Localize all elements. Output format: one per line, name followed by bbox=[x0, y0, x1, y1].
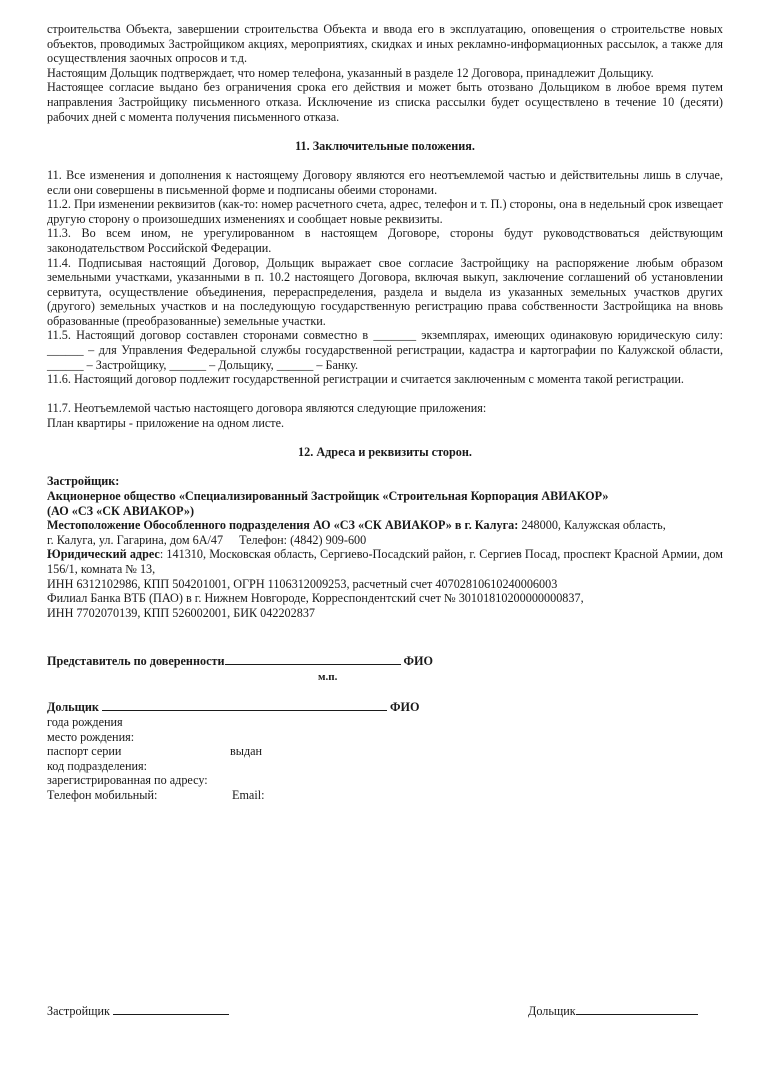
clause-11-7: 11.7. Неотъемлемой частью настоящего договора являются следующие приложения: bbox=[47, 401, 487, 416]
division-code-field: код подразделения: bbox=[47, 758, 147, 773]
intro-paragraph: строительства Объекта, завершении строительства Объекта и ввода его в эксплуатацию, оповещения о строительстве новых объектов, проводимых Застройщиком акциях, мероприятиях, скидках и иных рекламно-информационных рассылок, а также для осуществления заочных опросов и т.д. bbox=[47, 22, 723, 66]
passport-field: паспорт серии bbox=[47, 744, 122, 759]
branch-address: 248000, Калужская область, bbox=[518, 518, 666, 533]
company-name: Акционерное общество «Специализированный Застройщик «Строительная Корпорация АВИАКОР» bbox=[47, 489, 609, 503]
branch-street-line bbox=[47, 533, 723, 548]
clause-11-2: 11.2. При изменении реквизитов (как-то: номер расчетного счета, адрес, телефон и т. П.) стороны, она в недельный срок извещает другую сторону о произошедших изменениях и сообщает новые реквизиты. bbox=[47, 197, 723, 226]
legal-address-label: Юридический адрес bbox=[47, 547, 160, 562]
consent-paragraph: Настоящее согласие выдано без ограничения срока его действия и может быть отозвано Дольщиком в любое время путем направления Застройщику письменного отказа. Исключение из списка рассылки будет осуществлено в течение 10 (десяти) рабочих дней с момента получения письменного отказа. bbox=[47, 80, 723, 124]
clause-11-6: 11.6. Настоящий договор подлежит государственной регистрации и считается заключенным с момента такой регистрации. bbox=[47, 372, 684, 387]
bank-ids: ИНН 7702070139, КПП 526002001, БИК 042202837 bbox=[47, 605, 316, 620]
clause-11-3: 11.3. Во всем ином, не урегулированном в настоящем Договоре, стороны будут руководствоваться действующим законодательством Российской Федерации. bbox=[47, 226, 723, 255]
contact-row bbox=[47, 788, 447, 803]
branch-street: г. Калуга, ул. Гагарина, дом 6А/47 bbox=[47, 532, 224, 547]
legal-address-value: : 141310, Московская область, Сергиево-Посадский район, г. Сергиев Посад, проспект Красной Армии, дом 156/1, комната № 13, bbox=[47, 547, 724, 576]
shareholder-signature-field[interactable] bbox=[102, 700, 387, 711]
email-field: Email: bbox=[232, 787, 265, 802]
issued-field: выдан bbox=[230, 744, 263, 759]
shareholder-fio: ФИО bbox=[390, 700, 420, 714]
footer-developer-signature bbox=[47, 1004, 229, 1019]
footer-shareholder-signature bbox=[528, 1004, 698, 1019]
footer-shareholder-label: Дольщик bbox=[528, 1004, 576, 1018]
birth-year-field: года рождения bbox=[47, 715, 123, 729]
registered-address-field: зарегистрированная по адресу: bbox=[47, 773, 208, 788]
clause-11-4: 11.4. Подписывая настоящий Договор, Дольщик выражает свое согласие Застройщику на распоряжение любым образом земельными участками, указанными в п. 10.2 настоящего Договора, включая выкуп, заключение соглашений об установлении сервитута, осуществление объединения, перераспределения, раздела и выдела из указанных земельных участков других (другого) земельных участков и на последующую государственную регистрацию права собственности Застройщика на вновь образованные (преобразованные) земельные участки. bbox=[47, 255, 723, 328]
clause-11-5: 11.5. Настоящий договор составлен сторонами совместно в _______ экземплярах, имеющих одинаковую юридическую силу: ______ – для Управления Федеральной службы государственной регистрации, кадастра и картографии по Калужской области, ______ – Застройщику, ______ – Дольщику, ______ – Банку. bbox=[47, 328, 723, 372]
appendix-line: План квартиры - приложение на одном листе. bbox=[47, 416, 285, 431]
representative-signature-line bbox=[47, 654, 433, 669]
branch-label: Местоположение Обособленного подразделения АО «СЗ «СК АВИАКОР» в г. Калуга: bbox=[47, 518, 519, 533]
bank-line: Филиал Банка ВТБ (ПАО) в г. Нижнем Новгороде, Корреспондентский счет № 30101810200000000837, bbox=[47, 591, 584, 606]
shareholder-signature-line bbox=[47, 700, 419, 715]
shareholder-label: Дольщик bbox=[47, 700, 99, 714]
section-11-title: 11. Заключительные положения. bbox=[295, 138, 475, 153]
company-short-name: (АО «СЗ «СК АВИАКОР») bbox=[47, 503, 195, 518]
shareholder-details bbox=[47, 715, 447, 803]
phone-confirmation: Настоящим Дольщик подтверждает, что номер телефона, указанный в разделе 12 Договора, принадлежит Дольщику. bbox=[47, 65, 654, 80]
footer-developer-label: Застройщик bbox=[47, 1004, 110, 1018]
representative-signature-field[interactable] bbox=[225, 654, 401, 665]
clause-11-1: 11. Все изменения и дополнения к настоящему Договору являются его неотъемлемой частью и действительны лишь в случае, если они совершены в письменной форме и подписаны обеими сторонами. bbox=[47, 167, 723, 197]
seal-label: м.п. bbox=[318, 671, 338, 683]
footer-shareholder-signature-field[interactable] bbox=[576, 1004, 698, 1015]
branch-phone: Телефон: (4842) 909-600 bbox=[239, 532, 367, 547]
representative-label: Представитель по доверенности bbox=[47, 654, 225, 668]
passport-row bbox=[47, 744, 447, 759]
inn-line: ИНН 6312102986, КПП 504201001, ОГРН 1106312009253, расчетный счет 40702810610240006003 bbox=[47, 576, 558, 591]
legal-address bbox=[47, 547, 723, 576]
section-12-title: 12. Адреса и реквизиты сторон. bbox=[298, 445, 472, 460]
birth-place-field: место рождения: bbox=[47, 729, 135, 744]
mobile-phone-field: Телефон мобильный: bbox=[47, 787, 158, 802]
document-page bbox=[47, 22, 723, 620]
developer-label: Застройщик: bbox=[47, 474, 120, 489]
representative-fio: ФИО bbox=[403, 654, 433, 668]
branch-location bbox=[47, 518, 723, 533]
footer-developer-signature-field[interactable] bbox=[113, 1004, 229, 1015]
